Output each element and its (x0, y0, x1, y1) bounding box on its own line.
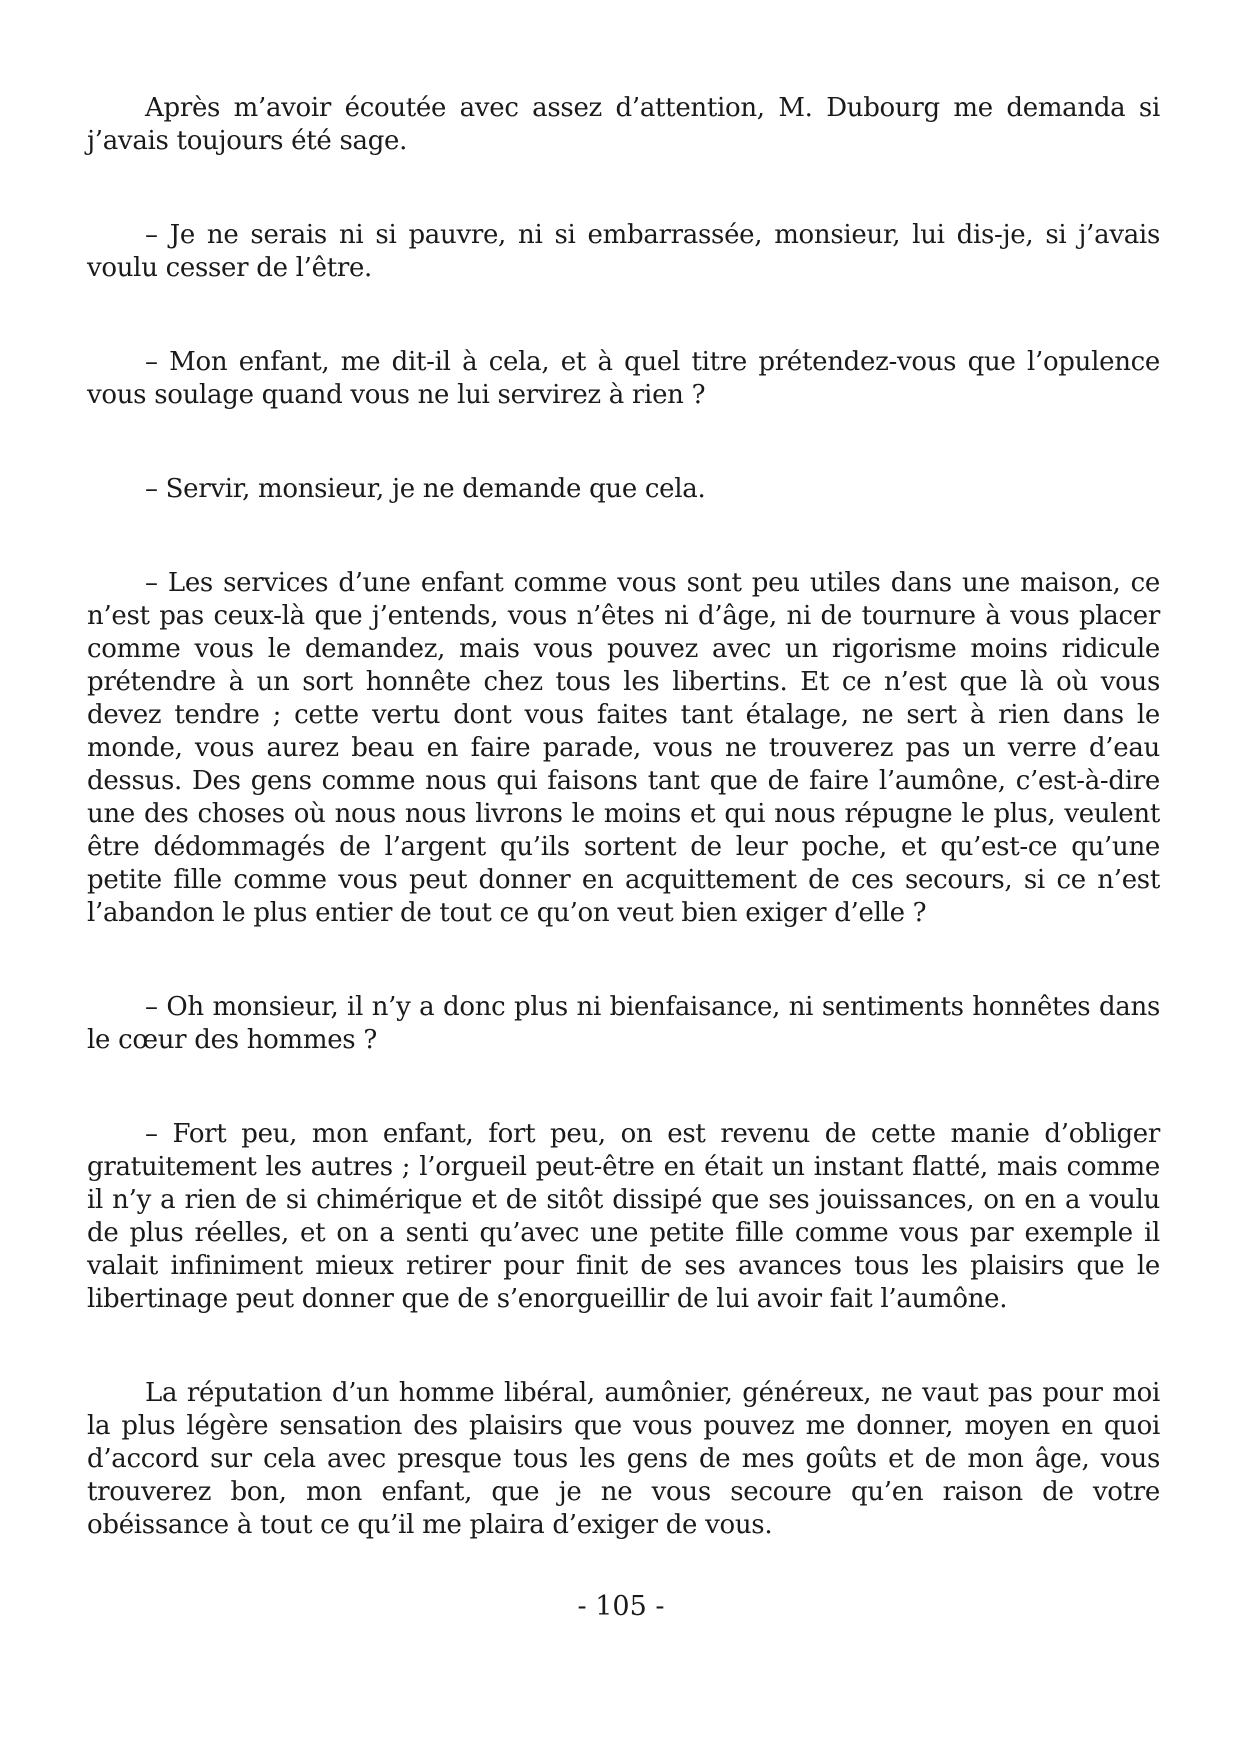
page-number: - 105 - (577, 1591, 665, 1622)
paragraph: La réputation d’un homme libéral, aumônier, généreux, ne vaut pas pour moi la plus légère sensation des plaisirs que vous pouvez me donner, moyen en quoi d’accord sur cela avec presque tous les gens de mes goûts et de mon âge, vous trouverez bon, mon enfant, que je ne vous secoure qu’en raison de votre obéissance à tout ce qu’il me plaira d’exiger de vous. (87, 1378, 1160, 1540)
paragraph: – Je ne serais ni si pauvre, ni si embarrassée, monsieur, lui dis-je, si j’avais voulu cesser de l’être. (87, 220, 1160, 283)
paragraph: – Servir, monsieur, je ne demande que cela. (145, 474, 706, 504)
paragraph: – Mon enfant, me dit-il à cela, et à quel titre prétendez-vous que l’opulence vous soulage quand vous ne lui servirez à rien ? (87, 347, 1160, 410)
paragraph: Après m’avoir écoutée avec assez d’attention, M. Dubourg me demanda si j’avais toujours été sage. (87, 93, 1160, 156)
paragraph: – Les services d’une enfant comme vous sont peu utiles dans une maison, ce n’est pas ceux-là que j’entends, vous n’êtes ni d’âge, ni de tournure à vous placer comme vous le demandez, mais vous pouvez avec un rigorisme moins ridicule prétendre à un sort honnête chez tous les libertins. Et ce n’est que là où vous devez tendre ; cette vertu dont vous faites tant étalage, ne sert à rien dans le monde, vous aurez beau en faire parade, vous ne trouverez pas un verre d’eau dessus. Des gens comme nous qui faisons tant que de faire l’aumône, c’est-à-dire une des choses où nous nous livrons le moins et qui nous répugne le plus, veulent être dédommagés de l’argent qu’ils sortent de leur poche, et qu’est-ce qu’une petite fille comme vous peut donner en acquittement de ces secours, si ce n’est l’abandon le plus entier de tout ce qu’on veut bien exiger d’elle ? (87, 568, 1160, 928)
page-body (87, 92, 1160, 1603)
paragraph: – Fort peu, mon enfant, fort peu, on est revenu de cette manie d’obliger gratuitement les autres ; l’orgueil peut-être en était un instant flatté, mais comme il n’y a rien de si chimérique et de sitôt dissipé que ses jouissances, on en a voulu de plus réelles, et on a senti qu’avec une petite fille comme vous par exemple il valait infiniment mieux retirer pour finit de ses avances tous les plaisirs que le libertinage peut donner que de s’enorgueillir de lui avoir fait l’aumône. (87, 1119, 1160, 1314)
paragraph: – Oh monsieur, il n’y a donc plus ni bienfaisance, ni sentiments honnêtes dans le cœur des hommes ? (87, 992, 1160, 1055)
